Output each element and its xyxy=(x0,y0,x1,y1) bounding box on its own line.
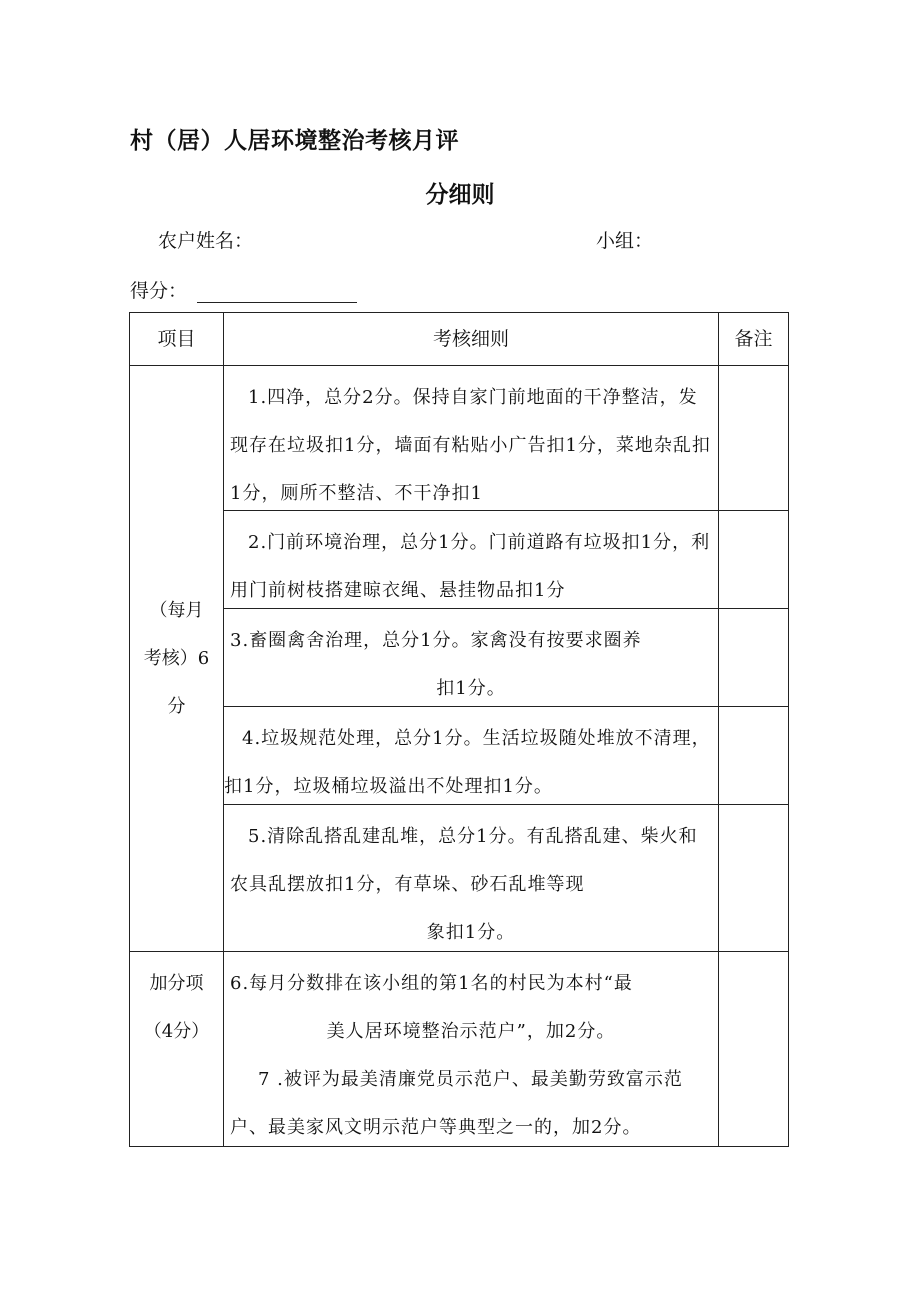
monthly-category-line1: （每月 xyxy=(149,599,204,621)
remark-cell-2 xyxy=(719,511,789,609)
monthly-category-cell xyxy=(130,366,224,952)
bonus-category-line2: （4分） xyxy=(143,1021,210,1042)
rule-3-text-end: 扣1分。 xyxy=(436,678,506,699)
bonus-category-line1: 加分项 xyxy=(149,973,204,994)
table-row xyxy=(130,952,789,1147)
table-row xyxy=(130,366,789,511)
farmer-name-label: 农户姓名： xyxy=(158,230,254,252)
rule-cell-bonus xyxy=(224,952,719,1147)
bonus-category-cell xyxy=(130,952,224,1147)
remark-cell-1 xyxy=(719,366,789,511)
rule-2-text: 2.门前环境治理，总分1分。门前道路有垃圾扣1分，利用门前树枝搭建晾衣绳、悬挂物品扣1分 xyxy=(230,532,711,601)
group-label: 小组： xyxy=(596,230,654,252)
table-header-row xyxy=(130,313,789,366)
table-row xyxy=(130,609,789,707)
remark-cell-5 xyxy=(719,805,789,952)
document-title-line2: 分细则 xyxy=(425,182,495,208)
remark-cell-4 xyxy=(719,707,789,805)
table-row xyxy=(130,805,789,952)
header-remarks: 备注 xyxy=(719,313,789,366)
bonus-rules-block xyxy=(224,952,718,1146)
rule-1-text: 1.四净，总分2分。保持自家门前地面的干净整洁，发现存在垃圾扣1分，墙面有粘贴小广告扣1分，菜地杂乱扣1分，厕所不整洁、不干净扣1 xyxy=(230,387,711,504)
document-title-line1: 村（居）人居环境整治考核月评 xyxy=(130,128,459,154)
rule-5-text: 5.清除乱搭乱建乱堆，总分1分。有乱搭乱建、柴火和农具乱摆放扣1分，有草垛、砂石乱堆等现 xyxy=(230,826,698,895)
remark-cell-3 xyxy=(719,609,789,707)
rule-5-text-end: 象扣1分。 xyxy=(426,922,516,943)
rule-cell-1 xyxy=(224,366,719,511)
rule-6-text-end: 美人居环境整治示范户”，加2分。 xyxy=(326,1021,616,1042)
score-blank-line xyxy=(197,284,357,303)
rule-6-text: 6.每月分数排在该小组的第1名的村民为本村“最 xyxy=(230,973,633,994)
score-label: 得分： xyxy=(130,280,188,302)
rule-cell-3 xyxy=(224,609,719,707)
rule-4-text: 4.垃圾规范处理，总分1分。生活垃圾随处堆放不清理，扣1分，垃圾桶垃圾溢出不处理扣1分。 xyxy=(224,728,711,797)
rule-3-block xyxy=(224,609,718,706)
score-field xyxy=(130,276,357,303)
rule-3-text: 3.畜圈禽舍治理，总分1分。家禽没有按要求圈养 xyxy=(230,630,642,651)
monthly-category-line2: 考核）6 xyxy=(143,647,210,669)
table-row xyxy=(130,511,789,609)
rule-5-block xyxy=(224,805,718,951)
assessment-table xyxy=(129,312,789,1147)
rule-cell-2 xyxy=(224,511,719,609)
rule-cell-4 xyxy=(224,707,719,805)
header-item: 项目 xyxy=(130,313,224,366)
rule-7-text: 7 .被评为最美清廉党员示范户、最美勤劳致富示范户、最美家风文明示范户等典型之一的，加2分。 xyxy=(230,1069,683,1138)
monthly-category-line3: 分 xyxy=(167,695,186,717)
remark-cell-bonus xyxy=(719,952,789,1147)
header-rules: 考核细则 xyxy=(224,313,719,366)
rule-cell-5 xyxy=(224,805,719,952)
table-row xyxy=(130,707,789,805)
